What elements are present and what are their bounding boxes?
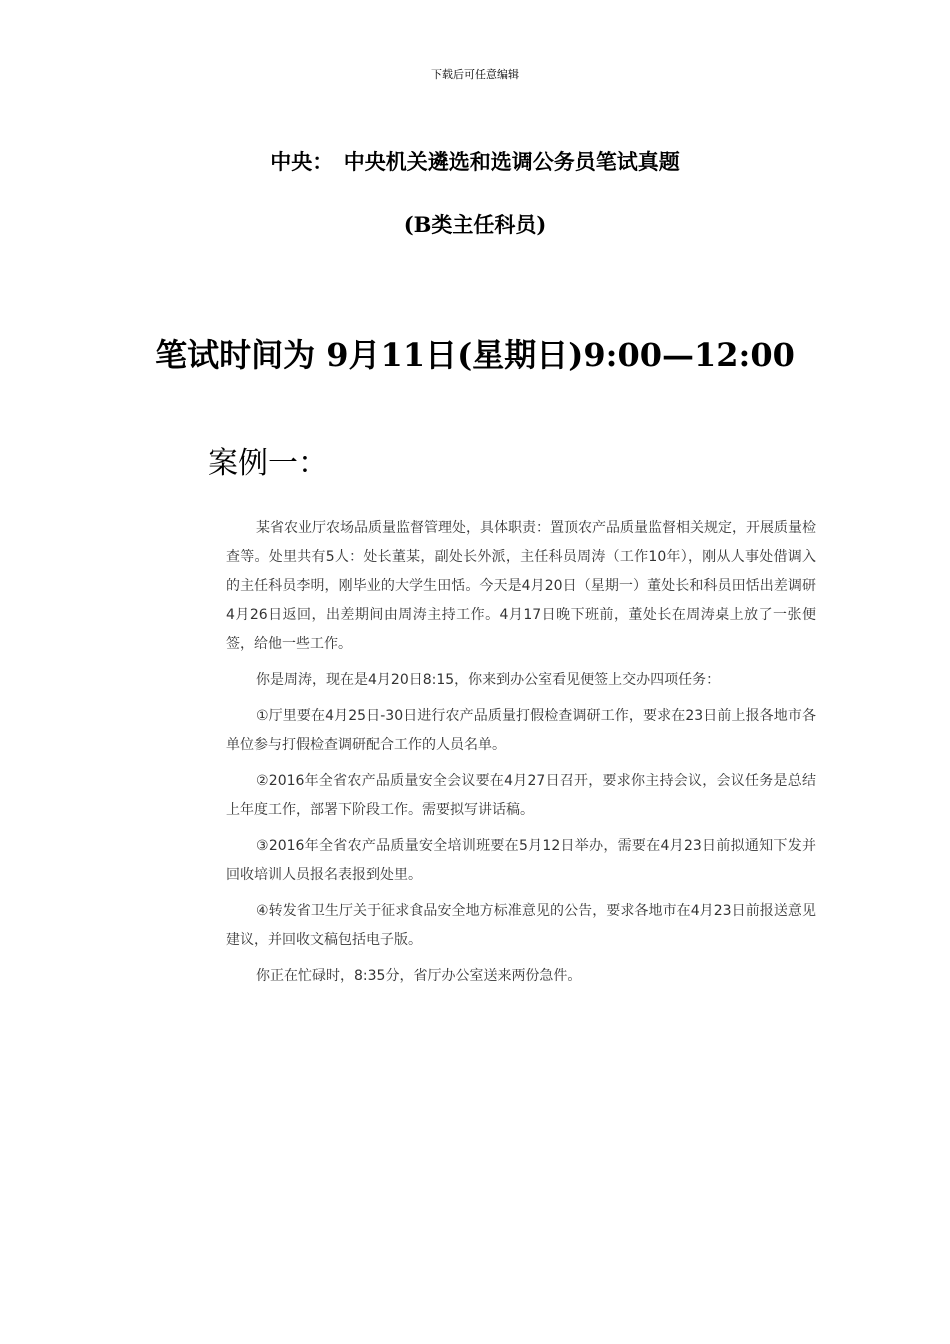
case-body xyxy=(226,514,816,998)
case-paragraph: 某省农业厅农场品质量监督管理处，具体职责：置顶农产品质量监督相关规定，开展质量检查等。处里共有5人：处长董某，副处长外派，主任科员周涛（工作10年），刚从人事处借调入的主任科员李明，刚毕业的大学生田恬。今天是4月20日（星期一）董处长和科员田恬出差调研4月26日返回，出差期间由周涛主持工作。4月17日晚下班前，董处长在周涛桌上放了一张便签，给他一些工作。 xyxy=(226,520,816,652)
case-paragraph: 你是周涛，现在是4月20日8:15，你来到办公室看见便签上交办四项任务： xyxy=(256,672,721,688)
exam-title: 中央： 中央机关遴选和选调公务员笔试真题 xyxy=(270,149,680,174)
case-paragraph: ③2016年全省农产品质量安全培训班要在5月12日举办，需要在4月23日前拟通知下发并回收培训人员报名表报到处里。 xyxy=(226,838,816,883)
exam-time-heading: 笔试时间为 9月11日(星期日)9:00—12:00 xyxy=(155,336,795,374)
exam-subtitle: (B类主任科员) xyxy=(403,212,547,237)
case-paragraph: ②2016年全省农产品质量安全会议要在4月27日召开，要求你主持会议，会议任务是总结上年度工作，部署下阶段工作。需要拟写讲话稿。 xyxy=(226,773,816,818)
case-heading: 案例一： xyxy=(208,446,328,481)
case-paragraph: ④转发省卫生厅关于征求食品安全地方标准意见的公告，要求各地市在4月23日前报送意见建议，并回收文稿包括电子版。 xyxy=(226,903,816,948)
case-paragraph: ①厅里要在4月25日-30日进行农产品质量打假检查调研工作，要求在23日前上报各地市各单位参与打假检查调研配合工作的人员名单。 xyxy=(226,708,816,753)
case-paragraph: 你正在忙碌时，8:35分，省厅办公室送来两份急件。 xyxy=(256,968,582,984)
download-note: 下载后可任意编辑 xyxy=(431,68,519,81)
